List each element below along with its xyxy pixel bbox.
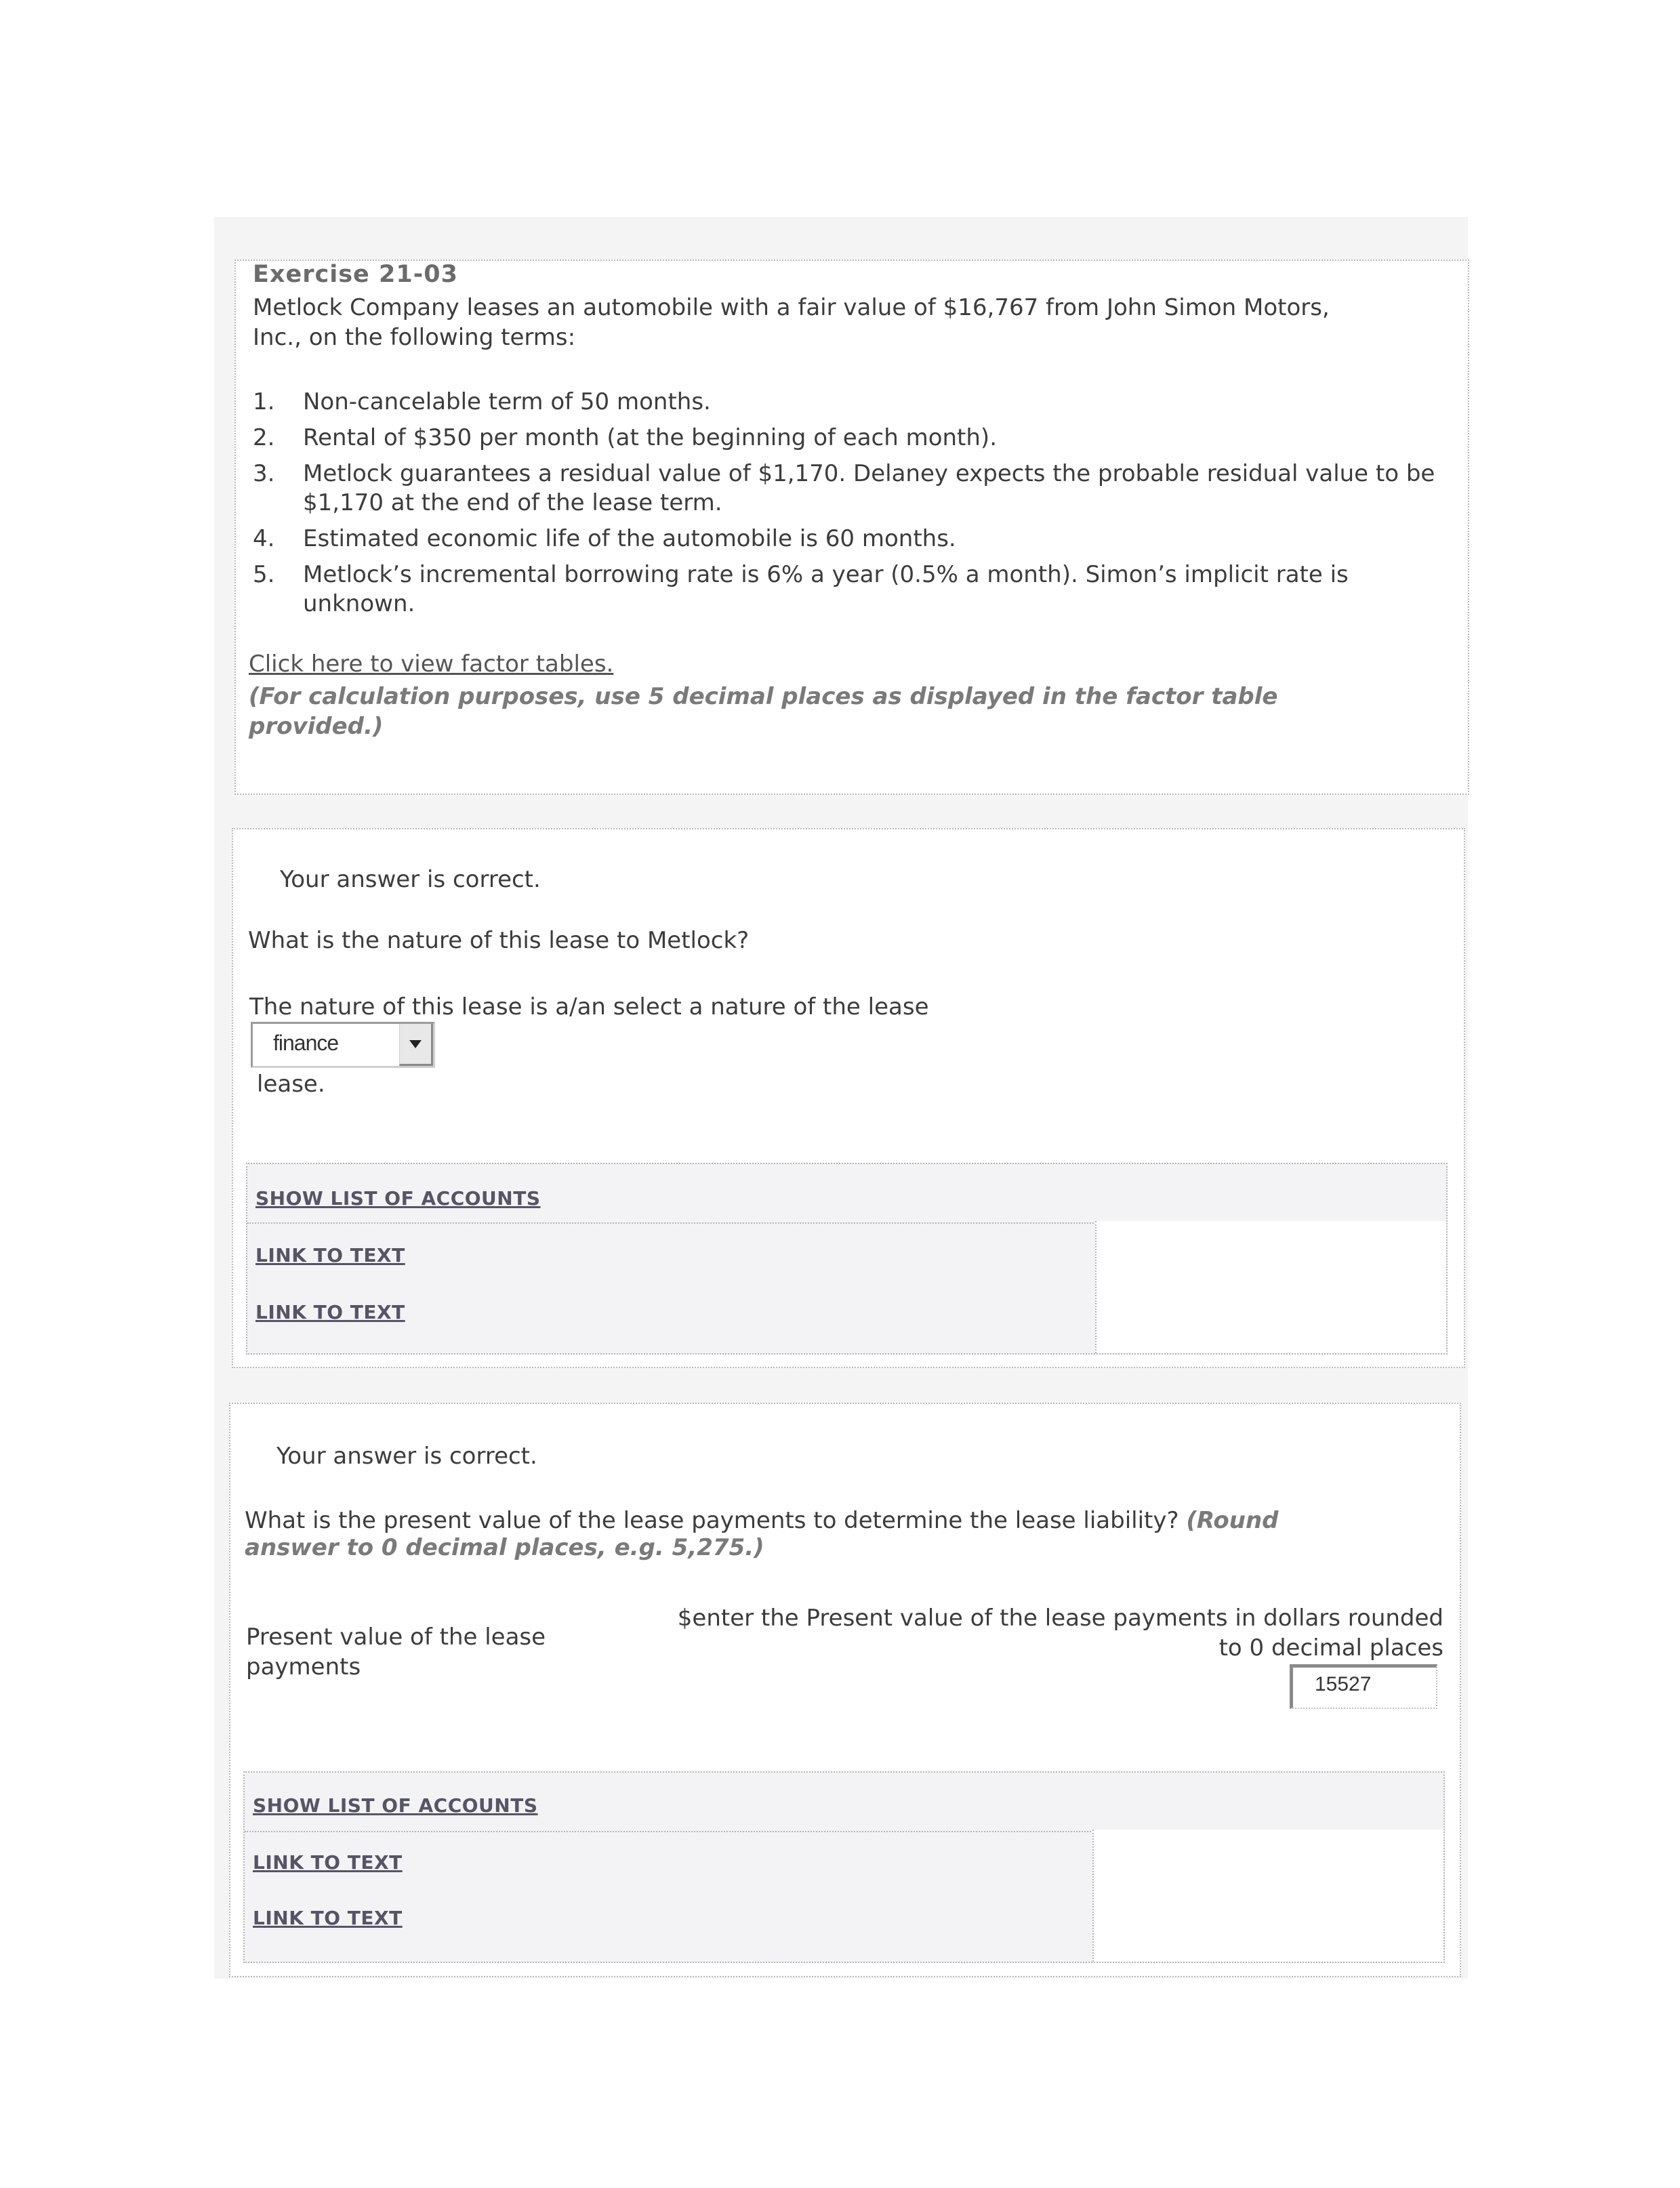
q2-link-to-text-1[interactable]: LINK TO TEXT — [253, 1851, 403, 1874]
term-text: Metlock’s incremental borrowing rate is 6% a year (0.5% a month). Simon’s implicit rate is unknown. — [303, 561, 1349, 617]
q1-link-to-text-1[interactable]: LINK TO TEXT — [255, 1244, 405, 1266]
problem-intro — [253, 293, 1446, 352]
term-text: Rental of $350 per month (at the beginning of each month). — [303, 424, 998, 451]
pv-field-label: Present value of the lease payments — [246, 1624, 546, 1680]
q2-accounts-side-panel — [1092, 1830, 1443, 1962]
problem-intro-line-1: Metlock Company leases an automobile with a fair value of $16,767 from John Simon Motors, — [253, 294, 1330, 321]
problem-intro-line-2: Inc., on the following terms: — [253, 324, 576, 351]
chevron-down-icon — [409, 1040, 422, 1048]
pv-input-hint-line-1: $enter the Present value of the lease payments in dollars rounded — [677, 1605, 1443, 1632]
q1-status: Your answer is correct. — [280, 866, 541, 893]
term-number: 5. — [253, 561, 275, 588]
q1-accounts-side-panel — [1095, 1221, 1446, 1353]
q2-status: Your answer is correct. — [276, 1443, 537, 1470]
term-number: 2. — [253, 424, 275, 451]
q2-round-note: (Round — [1186, 1507, 1279, 1534]
q1-show-list-of-accounts-link[interactable]: SHOW LIST OF ACCOUNTS — [255, 1187, 541, 1210]
term-item — [253, 388, 1441, 417]
lease-nature-select-value: finance — [273, 1031, 339, 1055]
term-text: Non-cancelable term of 50 months. — [303, 388, 711, 415]
term-number: 3. — [253, 460, 275, 487]
term-item — [253, 424, 1441, 453]
factor-tables-link[interactable]: Click here to view factor tables. — [249, 651, 614, 678]
dropdown-arrow-button[interactable] — [399, 1024, 433, 1066]
present-value-input[interactable]: 15527 — [1290, 1664, 1437, 1709]
term-item — [253, 459, 1441, 518]
q2-show-list-of-accounts-link[interactable]: SHOW LIST OF ACCOUNTS — [253, 1794, 538, 1817]
calculation-note: (For calculation purposes, use 5 decimal places as displayed in the factor table provided.) — [249, 683, 1278, 740]
q1-prompt: What is the nature of this lease to Metlock? — [248, 927, 750, 954]
q1-link-to-text-2[interactable]: LINK TO TEXT — [255, 1301, 405, 1323]
q1-sentence-suffix: lease. — [257, 1071, 325, 1098]
term-item — [253, 560, 1441, 619]
q1-accounts-box — [246, 1163, 1448, 1355]
term-number: 1. — [253, 388, 275, 415]
term-text: Estimated economic life of the automobile is 60 months. — [303, 525, 956, 552]
term-number: 4. — [253, 525, 275, 552]
exercise-title: Exercise 21-03 — [253, 261, 458, 288]
lease-terms-list — [253, 388, 1441, 625]
q2-round-note-line-2: answer to 0 decimal places, e.g. 5,275.) — [245, 1534, 764, 1561]
q2-link-to-text-2[interactable]: LINK TO TEXT — [253, 1907, 403, 1929]
lease-nature-select[interactable] — [251, 1022, 435, 1068]
q1-sentence-prefix: The nature of this lease is a/an select a nature of the lease — [249, 993, 929, 1020]
term-item — [253, 524, 1441, 554]
q2-prompt-text: What is the present value of the lease payments to determine the lease liability? — [245, 1507, 1179, 1534]
q2-prompt — [245, 1506, 1437, 1535]
q2-accounts-box — [243, 1771, 1445, 1963]
pv-input-hint-line-2: to 0 decimal places — [1218, 1634, 1443, 1661]
pv-input-hint — [610, 1603, 1443, 1663]
term-text: Metlock guarantees a residual value of $1,170. Delaney expects the probable residual value to be $1,170 at the end of the lease term. — [303, 460, 1435, 516]
